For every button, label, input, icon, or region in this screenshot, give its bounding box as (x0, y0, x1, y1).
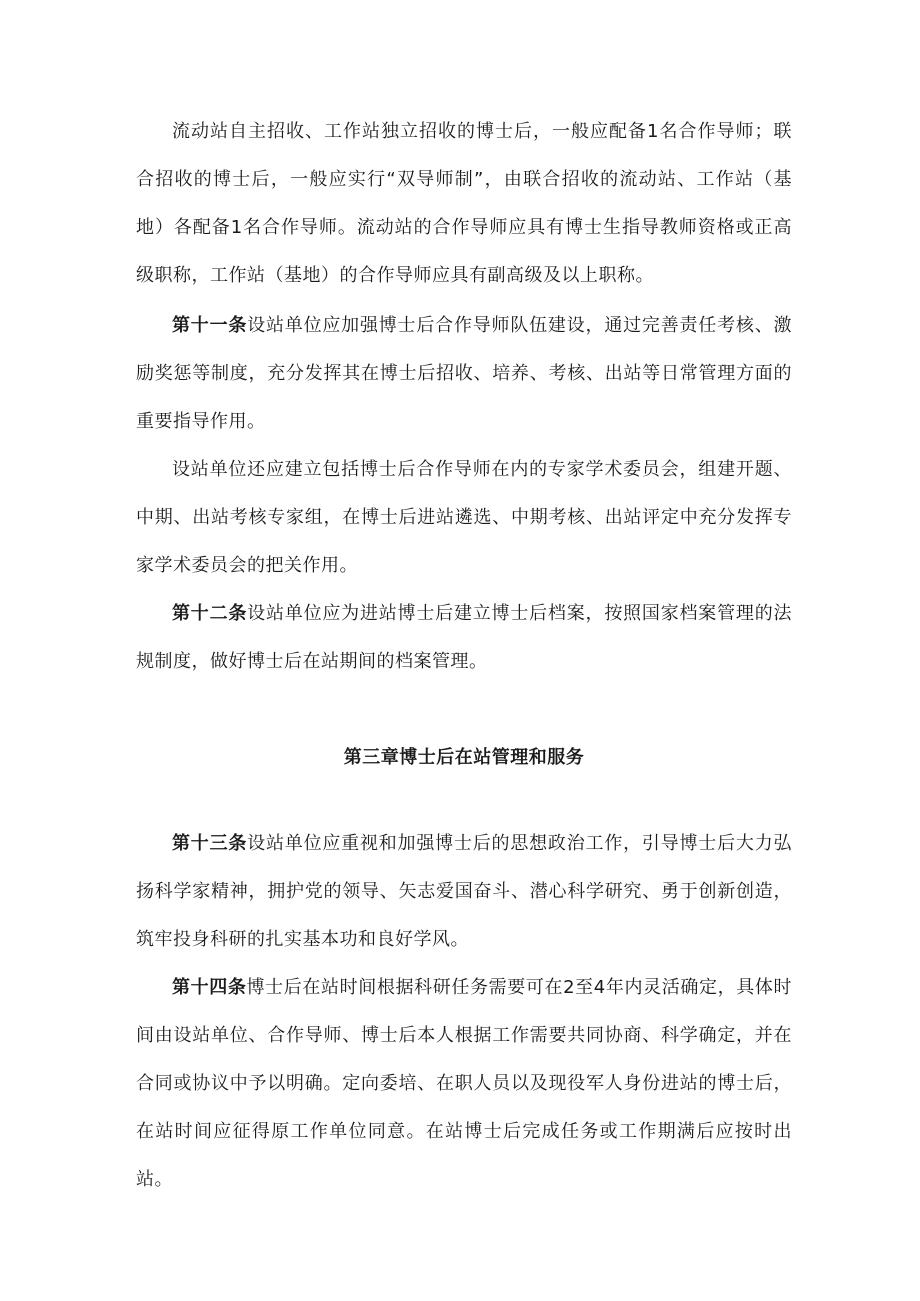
paragraph-article-12 (136, 590, 792, 686)
paragraph-article-13 (136, 820, 792, 964)
article-number: 第十一条 (172, 315, 248, 336)
paragraph-text: 博士后在站时间根据科研任务需要可在2至4年内灵活确定，具体时间由设站单位、合作导师、博士后本人根据工作需要共同协商、科学确定，并在合同或协议中予以明确。定向委培、在职人员以及现役军人身份进站的博士后，在站时间应征得原工作单位同意。在站博士后完成任务或工作期满后应按时出站。 (136, 977, 792, 1190)
paragraph-text: 流动站自主招收、工作站独立招收的博士后，一般应配备1名合作导师；联合招收的博士后，一般应实行“双导师制”，由联合招收的流动站、工作站（基地）各配备1名合作导师。流动站的合作导师应具有博士生指导教师资格或正高级职称，工作站（基地）的合作导师应具有副高级及以上职称。 (136, 121, 792, 286)
article-number: 第十二条 (172, 603, 248, 624)
paragraph-text: 设站单位还应建立包括博士后合作导师在内的专家学术委员会，组建开题、中期、出站考核专家组，在博士后进站遴选、中期考核、出站评定中充分发挥专家学术委员会的把关作用。 (136, 459, 792, 576)
chapter-heading: 第三章博士后在站管理和服务 (343, 747, 585, 768)
article-number: 第十三条 (172, 833, 248, 854)
paragraph-expert-committee (136, 446, 792, 590)
paragraph-text: 设站单位应为进站博士后建立博士后档案，按照国家档案管理的法规制度，做好博士后在站期间的档案管理。 (136, 603, 792, 672)
paragraph-text: 设站单位应重视和加强博士后的思想政治工作，引导博士后大力弘扬科学家精神，拥护党的领导、矢志爱国奋斗、潜心科学研究、勇于创新创造，筑牢投身科研的扎实基本功和良好学风。 (136, 833, 792, 950)
paragraph-article-11 (136, 302, 792, 446)
paragraph-co-supervisor-allocation (136, 108, 792, 300)
paragraph-text: 设站单位应加强博士后合作导师队伍建设，通过完善责任考核、激励奖惩等制度，充分发挥其在博士后招收、培养、考核、出站等日常管理方面的重要指导作用。 (136, 315, 792, 432)
article-number: 第十四条 (172, 977, 247, 998)
paragraph-article-14 (136, 964, 792, 1204)
